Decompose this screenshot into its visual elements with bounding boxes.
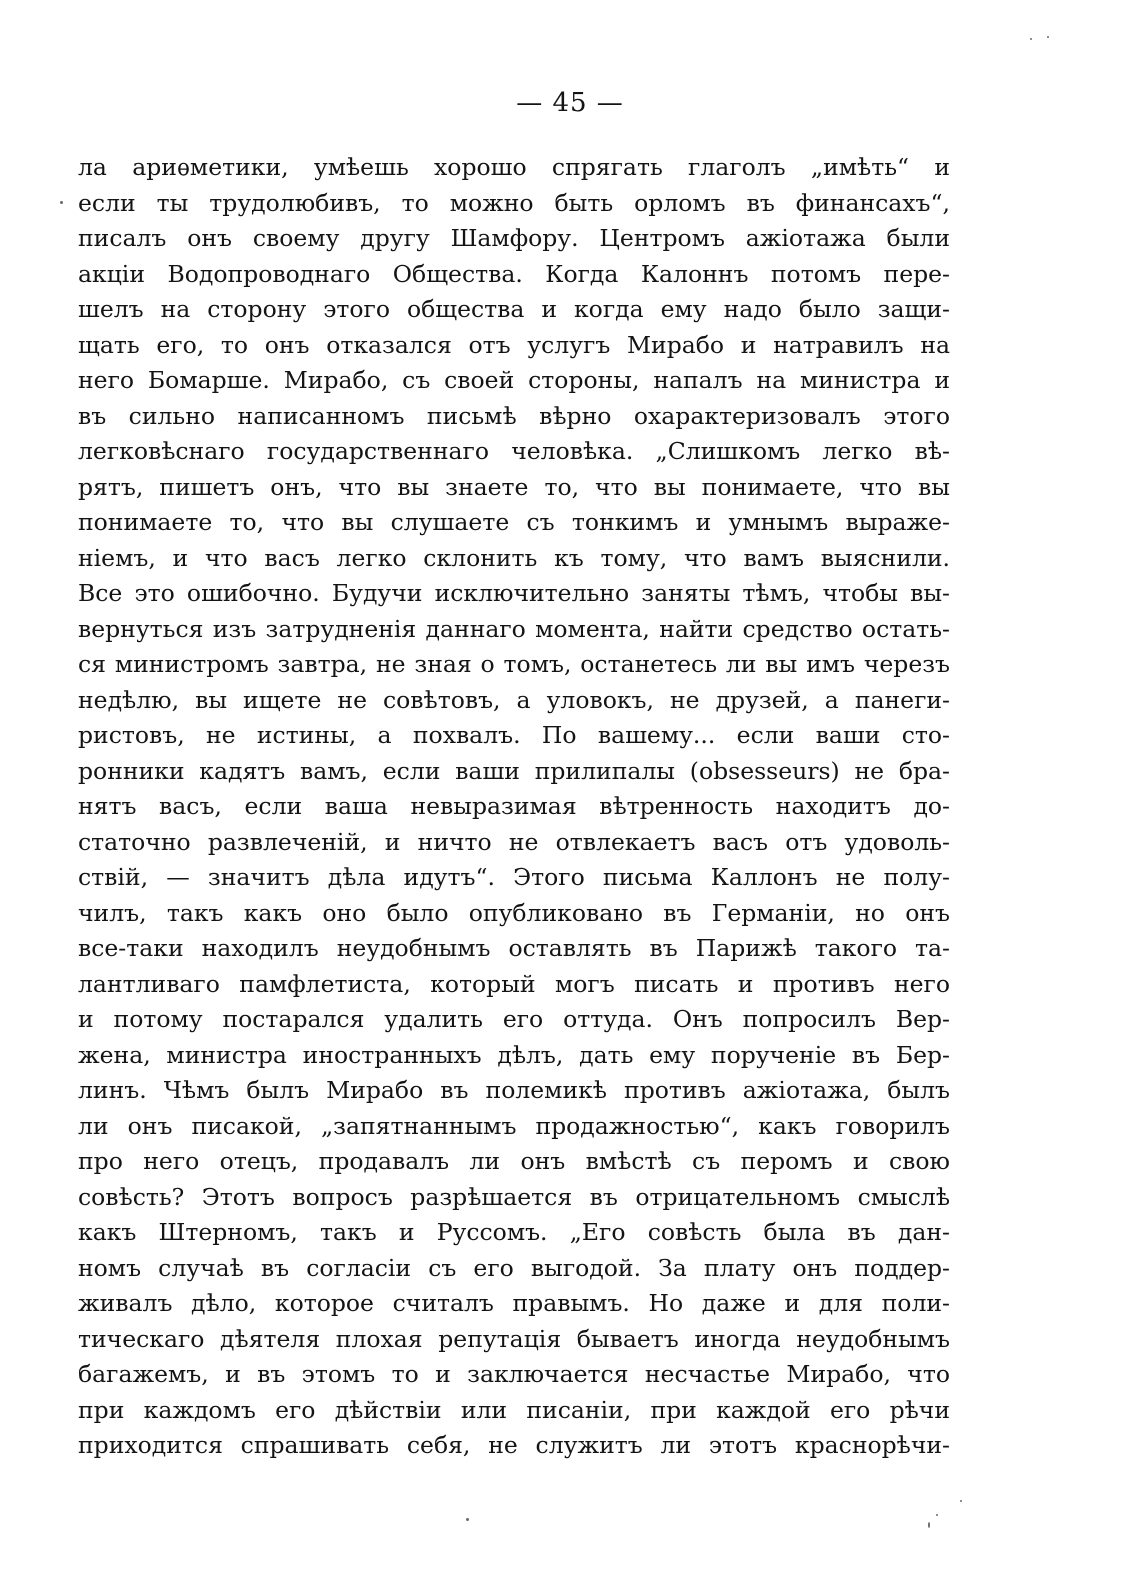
text-line: все-таки находилъ неудобнымъ оставлять въ Парижѣ такого та- xyxy=(78,934,950,962)
text-line: ристовъ, не истины, а похвалъ. По вашему... если ваши сто- xyxy=(78,721,950,749)
text-line: въ сильно написанномъ письмѣ вѣрно охарактеризовалъ этого xyxy=(78,401,950,430)
text-line: про него отецъ, продавалъ ли онъ вмѣстѣ съ перомъ и свою xyxy=(78,1147,950,1175)
text-line: линъ. Чѣмъ былъ Мирабо въ полемикѣ противъ ажіотажа, былъ xyxy=(78,1076,950,1104)
scan-speck xyxy=(936,1514,938,1516)
text-line: писалъ онъ своему другу Шамфору. Центромъ ажіотажа были xyxy=(78,224,950,252)
scan-speck xyxy=(1047,36,1049,38)
scan-speck xyxy=(960,1500,962,1502)
scan-speck xyxy=(466,1518,469,1521)
scan-speck xyxy=(1030,38,1032,40)
text-line: чилъ, такъ какъ оно было опубликовано въ Германіи, но онъ xyxy=(78,898,950,927)
text-line: ронники кадятъ вамъ, если ваши прилипалы (obsesseurs) не бра- xyxy=(78,756,950,785)
scan-speck xyxy=(928,1522,930,1528)
text-line: какъ Штерномъ, такъ и Руссомъ. „Его совѣсть была въ дан- xyxy=(78,1218,950,1246)
text-line: вернуться изъ затрудненія даннаго момента, найти средство остать- xyxy=(78,614,950,643)
text-line: ла ариѳметики, умѣешь хорошо спрягать глаголъ „имѣть“ и xyxy=(78,153,950,181)
text-line: жена, министра иностранныхъ дѣлъ, дать ему порученіе въ Бер- xyxy=(78,1040,950,1069)
text-line: рятъ, пишетъ онъ, что вы знаете то, что вы понимаете, что вы xyxy=(78,472,950,501)
text-line: приходится спрашивать себя, не служитъ ли этотъ краснорѣчи- xyxy=(78,1431,950,1459)
body-text xyxy=(78,150,950,1464)
text-line: шелъ на сторону этого общества и когда ему надо было защи- xyxy=(78,295,950,323)
text-line: понимаете то, что вы слушаете съ тонкимъ и умнымъ выраже- xyxy=(78,508,950,536)
text-line: ствій, — значитъ дѣла идутъ“. Этого письма Каллонъ не полу- xyxy=(78,863,950,891)
text-line: недѣлю, вы ищете не совѣтовъ, а уловокъ, не друзей, а панеги- xyxy=(78,685,950,714)
text-line: лантливаго памфлетиста, который могъ писать и противъ него xyxy=(78,969,950,998)
scan-speck xyxy=(60,201,63,204)
text-line: при каждомъ его дѣйствіи или писаніи, при каждой его рѣчи xyxy=(78,1395,950,1424)
text-line: номъ случаѣ въ согласіи съ его выгодой. За плату онъ поддер- xyxy=(78,1253,950,1282)
text-line: совѣсть? Этотъ вопросъ разрѣшается въ отрицательномъ смыслѣ xyxy=(78,1182,950,1211)
text-line: тическаго дѣятеля плохая репутація бываетъ иногда неудобнымъ xyxy=(78,1324,950,1353)
text-line: щать его, то онъ отказался отъ услугъ Мирабо и натравилъ на xyxy=(78,330,950,359)
text-line: если ты трудолюбивъ, то можно быть орломъ въ финансахъ“, xyxy=(78,188,950,217)
text-line: статочно развлеченій, и ничто не отвлекаетъ васъ отъ удоволь- xyxy=(78,827,950,856)
text-line: Все это ошибочно. Будучи исключительно заняты тѣмъ, чтобы вы- xyxy=(78,579,950,607)
text-line: живалъ дѣло, которое считалъ правымъ. Но даже и для поли- xyxy=(78,1289,950,1317)
page-number: — 45 — xyxy=(516,88,624,118)
text-line: нятъ васъ, если ваша невыразимая вѣтренность находитъ до- xyxy=(78,792,950,820)
text-line: ся министромъ завтра, не зная о томъ, останетесь ли вы имъ черезъ xyxy=(78,650,950,678)
text-line: и потому постарался удалить его оттуда. Онъ попросилъ Вер- xyxy=(78,1005,950,1033)
text-line: легковѣснаго государственнаго человѣка. „Слишкомъ легко вѣ- xyxy=(78,437,950,465)
text-line: ли онъ писакой, „запятнаннымъ продажностью“, какъ говорилъ xyxy=(78,1111,950,1140)
text-line: багажемъ, и въ этомъ то и заключается несчастье Мирабо, что xyxy=(78,1360,950,1388)
text-line: акціи Водопроводнаго Общества. Когда Калоннъ потомъ пере- xyxy=(78,259,950,288)
text-line: него Бомарше. Мирабо, съ своей стороны, напалъ на министра и xyxy=(78,366,950,394)
text-line: ніемъ, и что васъ легко склонить къ тому, что вамъ выяснили. xyxy=(78,543,950,572)
